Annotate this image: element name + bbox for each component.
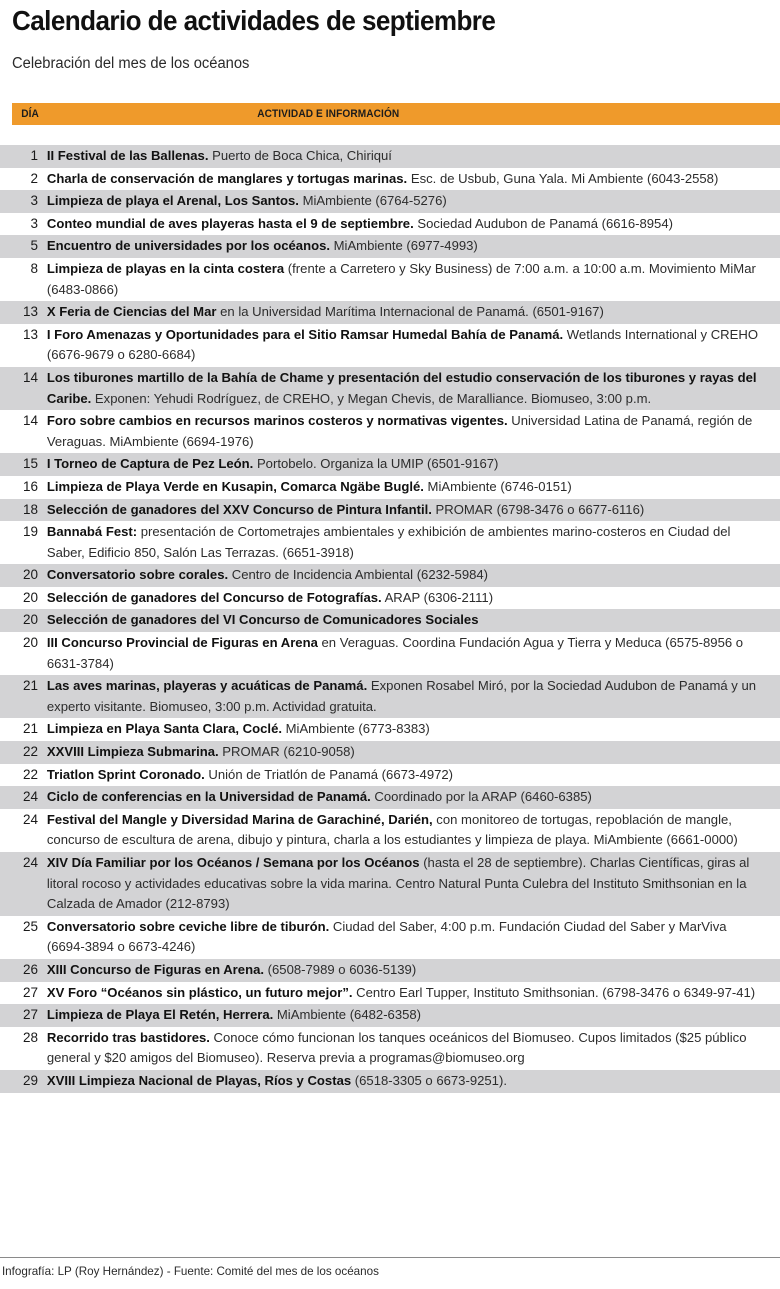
activity-details: Unión de Triatlón de Panamá (6673-4972) [204,766,454,782]
table-row [0,609,780,632]
activity-name: Selección de ganadores del Concurso de Fotografías. [46,589,382,605]
activity-details: presentación de Cortometrajes ambientales y exhibición de ambientes marino-costeros en Ciudad del Saber, Edificio 850, Salón Las Terrazas. (6651-3918) [46,524,731,560]
row-day-cell: 5 [30,238,38,254]
activity-details: Esc. de Usbub, Guna Yala. Mi Ambiente (6043-2558) [407,170,719,186]
row-activity-cell [38,1028,769,1069]
activity-name: Ciclo de conferencias en la Universidad de Panamá. [46,789,371,805]
activity-name: Conversatorio sobre ceviche libre de tiburón. [46,918,330,934]
row-activity-cell [38,214,769,235]
activity-name: Selección de ganadores del XXV Concurso de Pintura Infantil. [46,501,432,517]
row-activity-cell [38,633,769,674]
row-day-cell: 19 [22,524,38,540]
activity-name: Limpieza de Playa El Retén, Herrera. [46,1007,274,1023]
row-activity-cell [38,917,769,958]
row-day-cell: 3 [30,215,38,231]
table-row [0,959,780,982]
activity-name: Los tiburones martillo de la Bahía de Chame y presentación del estudio conservación de los tiburones y rayas del Caribe. [46,369,757,406]
row-day-cell: 29 [22,1072,38,1088]
activity-details: Wetlands International y CREHO (6676-9679 o 6280-6684) [46,326,759,363]
row-day-cell: 24 [22,855,38,870]
column-header-activity: ACTIVIDAD E INFORMACIÓN [257,108,400,120]
table-row [0,741,780,764]
activity-details: en la Universidad Marítima Internacional de Panamá. (6501-9167) [216,304,604,320]
title-block [0,0,780,74]
row-activity-cell [38,146,769,167]
row-activity-cell [38,1071,769,1092]
row-day-cell: 21 [22,721,38,737]
activity-name: XXVIII Limpieza Submarina. [46,744,219,760]
row-activity-cell [38,853,769,915]
row-activity-cell [38,191,769,212]
row-day-cell: 20 [22,635,38,651]
activity-details: MiAmbiente (6977-4993) [329,238,478,254]
activity-name: Limpieza de playa el Arenal, Los Santos. [46,193,299,209]
activity-name: Limpieza en Playa Santa Clara, Coclé. [46,721,282,737]
activity-details: Centro de Incidencia Ambiental (6232-5984) [228,567,489,583]
row-activity-cell [38,325,769,366]
activity-name: Limpieza de Playa Verde en Kusapin, Comarca Ngäbe Buglé. [46,478,424,494]
activity-details: Exponen: Yehudi Rodríguez, de CREHO, y Megan Chevis, de Maralliance. Biomuseo, 3:00 p.m. [91,390,652,406]
footer-credit: Infografía: LP (Roy Hernández) - Fuente: Comité del mes de los océanos [1,1264,379,1278]
activity-name: Encuentro de universidades por los océanos. [46,238,330,254]
activity-name: X Feria de Ciencias del Mar [46,304,217,320]
row-activity-cell [38,610,769,631]
row-activity-cell [38,765,769,786]
row-activity-cell [38,454,769,475]
row-activity-cell [38,522,769,563]
activity-details: MiAmbiente (6764-5276) [298,193,447,209]
table-row [0,1070,780,1093]
row-day-cell: 24 [22,811,38,827]
table-row [0,301,780,324]
activity-details: MiAmbiente (6746-0151) [423,478,572,494]
activity-name: Recorrido tras bastidores. [46,1029,210,1045]
table-row [0,1027,780,1070]
table-row [0,410,780,453]
row-activity-cell [38,1005,769,1026]
row-activity-cell [38,787,769,808]
activity-name: Festival del Mangle y Diversidad Marina de Garachiné, Darién, [46,811,433,827]
activity-details: con monitoreo de tortugas, repoblación de mangle, concurso de escultura de arena, dibujo y pintura, charla a los estudiantes y limpieza de playa. MiAmbiente (6661-0000) [46,811,738,848]
activity-details: en Veraguas. Coordina Fundación Agua y Tierra y Meduca (6575-8956 o 6631-3784) [46,635,744,671]
row-day-cell: 26 [22,961,38,977]
activity-details: (frente a Carretero y Sky Business) de 7:00 a.m. a 10:00 a.m. Movimiento MiMar (6483-0866) [46,260,756,297]
table-row [0,982,780,1005]
table-row [0,476,780,499]
activity-name: XIII Concurso de Figuras en Arena. [46,961,264,977]
row-activity-cell [38,565,769,586]
row-activity-cell [38,259,769,300]
activity-details: Sociedad Audubon de Panamá (6616-8954) [413,215,673,231]
activity-name: II Festival de las Ballenas. [46,148,209,163]
activity-details: Exponen Rosabel Miró, por la Sociedad Audubon de Panamá y un experto visitante. Biomuseo, 3:00 p.m. Actividad gratuita. [46,678,757,714]
row-day-cell: 20 [22,612,38,628]
activity-name: Bannabá Fest: [46,524,138,540]
table-row [0,235,780,258]
table-row [0,786,780,809]
activity-details: Puerto de Boca Chica, Chiriquí [208,148,392,163]
row-activity-cell [38,588,769,609]
row-day-cell: 13 [22,304,38,320]
activity-name: Conversatorio sobre corales. [46,567,229,583]
row-activity-cell [38,810,769,851]
row-day-cell: 15 [22,456,38,472]
activity-details: (6518-3305 o 6673-9251). [351,1072,507,1088]
activity-name: XV Foro “Océanos sin plástico, un futuro mejor”. [46,984,353,1000]
table-row [0,168,780,191]
table-row [0,718,780,741]
activity-details: PROMAR (6798-3476 o 6677-6116) [431,501,645,517]
row-activity-cell [38,500,769,521]
row-day-cell: 8 [30,260,38,276]
row-day-cell: 22 [22,766,38,782]
activity-details: MiAmbiente (6482-6358) [273,1007,422,1023]
activity-details: Ciudad del Saber, 4:00 p.m. Fundación Ciudad del Saber y MarViva (6694-3894 o 6673-4246) [46,918,727,955]
table-row [0,764,780,787]
row-day-cell: 18 [22,501,38,517]
row-day-cell: 20 [22,567,38,583]
row-day-cell: 2 [30,170,38,186]
table-row [0,324,780,367]
column-header-day: DÍA [21,108,39,120]
footer [0,1257,780,1279]
row-activity-cell [38,719,769,740]
activity-details: MiAmbiente (6773-8383) [281,721,430,737]
activity-name: Charla de conservación de manglares y tortugas marinas. [46,170,408,186]
row-day-cell: 3 [30,193,38,209]
activity-table-body [0,145,780,1093]
activity-name: XIV Día Familiar por los Océanos / Semana por los Océanos [46,855,420,870]
activity-name: I Torneo de Captura de Pez León. [46,456,254,472]
row-activity-cell [38,983,769,1004]
activity-details: Conoce cómo funcionan los tanques oceánicos del Biomuseo. Cupos limitados ($25 público general y $20 amigos del Biomuseo). Reserva previa a programas@biomuseo.org [46,1029,747,1066]
activity-name: Conteo mundial de aves playeras hasta el 9 de septiembre. [46,215,414,231]
row-day-cell: 24 [22,789,38,805]
table-row [0,190,780,213]
activity-name: Foro sobre cambios en recursos marinos costeros y normativas vigentes. [46,413,508,429]
table-row [0,675,780,718]
table-row [0,1004,780,1027]
row-day-cell: 14 [22,413,38,429]
table-header-bar [12,103,780,125]
activity-details: (6508-7989 o 6036-5139) [263,961,417,977]
row-day-cell: 20 [22,589,38,605]
activity-name: III Concurso Provincial de Figuras en Arena [46,635,318,651]
row-activity-cell [38,236,769,257]
table-row [0,587,780,610]
activity-details: (hasta el 28 de septiembre). Charlas Científicas, giras al litoral rocoso y actividades educativas sobre la vida marina. Centro Natural Punta Culebra del Instituto Smithsonian en la Calzada de Amador (212-8793) [46,855,750,912]
activity-details: PROMAR (6210-9058) [218,744,355,760]
row-day-cell: 16 [22,478,38,494]
row-activity-cell [38,368,769,409]
table-row [0,564,780,587]
table-row [0,258,780,301]
activity-name: XVIII Limpieza Nacional de Playas, Ríos y Costas [46,1072,352,1088]
activity-name: I Foro Amenazas y Oportunidades para el Sitio Ramsar Humedal Bahía de Panamá. [46,326,564,342]
row-day-cell: 27 [22,1007,38,1023]
row-activity-cell [38,960,769,981]
row-activity-cell [38,411,769,452]
table-row [0,367,780,410]
row-activity-cell [38,169,769,190]
row-activity-cell [38,302,769,323]
activity-name: Las aves marinas, playeras y acuáticas de Panamá. [46,678,368,694]
table-row [0,632,780,675]
activity-details: Coordinado por la ARAP (6460-6385) [370,789,592,805]
row-day-cell: 22 [22,744,38,760]
table-row [0,916,780,959]
page-subtitle: Celebración del mes de los océanos [12,55,250,72]
activity-name: Limpieza de playas en la cinta costera [46,260,285,276]
row-day-cell: 21 [22,678,38,694]
table-row [0,852,780,916]
activity-name: Triatlon Sprint Coronado. [46,766,205,782]
row-day-cell: 28 [22,1029,38,1045]
activity-details: Universidad Latina de Panamá, región de Veraguas. MiAmbiente (6694-1976) [46,413,753,449]
activity-details: ARAP (6306-2111) [381,589,494,605]
row-day-cell: 27 [22,984,38,1000]
table-row [0,453,780,476]
row-day-cell: 13 [22,326,38,342]
activity-name: Selección de ganadores del VI Concurso de Comunicadores Sociales [46,612,479,628]
table-row [0,145,780,168]
row-activity-cell [38,742,769,763]
row-activity-cell [38,477,769,498]
row-day-cell: 25 [22,918,38,934]
footer-divider [0,1257,780,1258]
row-activity-cell [38,676,769,717]
activity-details: Centro Earl Tupper, Instituto Smithsonian. (6798-3476 o 6349-97-41) [352,984,756,1000]
row-day-cell: 1 [30,148,38,163]
table-row [0,809,780,852]
page-title: Calendario de actividades de septiembre [12,5,496,36]
table-row [0,499,780,522]
activity-details: Portobelo. Organiza la UMIP (6501-9167) [253,456,499,472]
row-day-cell: 14 [22,369,38,385]
table-row [0,521,780,564]
table-row [0,213,780,236]
